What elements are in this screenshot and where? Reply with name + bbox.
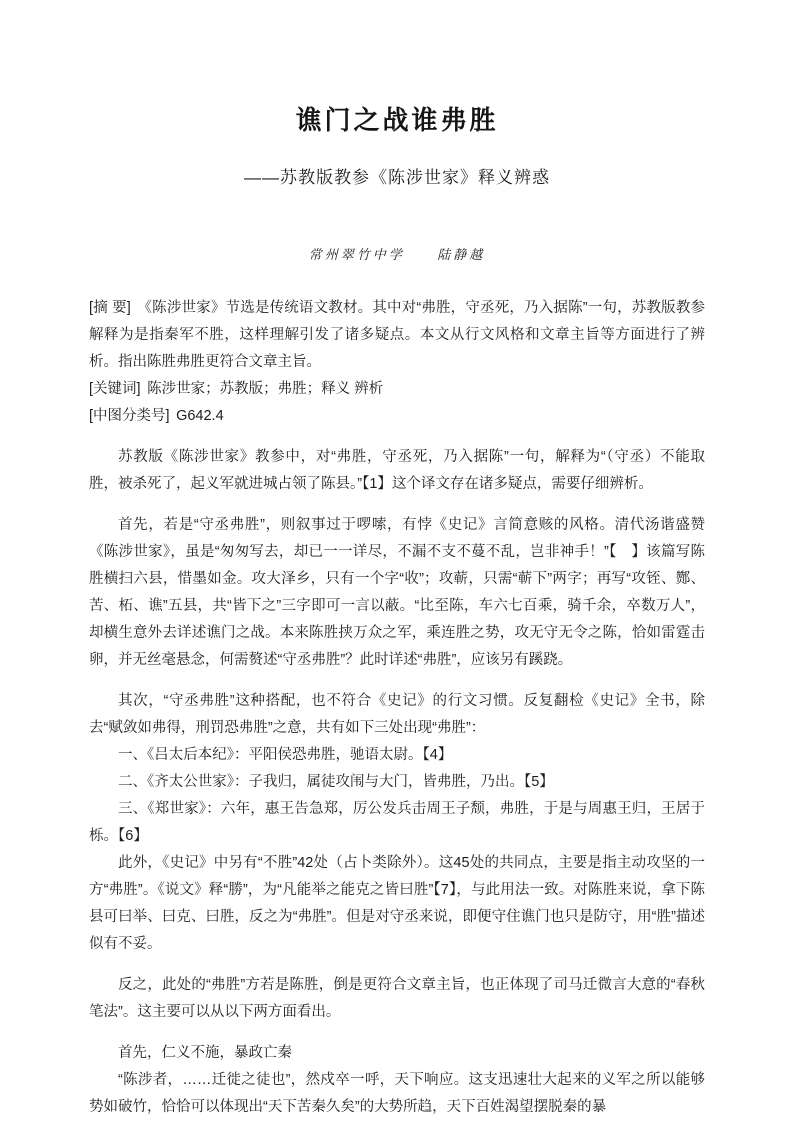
paragraph-counter: 反之，此处的“弗胜”方若是陈胜，倒是更符合文章主旨，也正体现了司马迁微言大意的“春秋笔法”。这主要可以从以下两方面看出。 — [89, 977, 705, 1020]
article-meta — [89, 295, 705, 430]
author-affiliation: 常州翠竹中学 — [308, 247, 405, 262]
subhead-first-aspect: 首先，仁义不施，暴政亡秦 — [118, 1045, 292, 1061]
list-item-1: 一、《吕太后本纪》：平阳侯恐弗胜，驰语太尉。【4】 — [118, 747, 453, 763]
list-item-3: 三、《郑世家》：六年，惠王告急郑，厉公发兵击周王子颓，弗胜，于是与周惠王归，王居于栎。【6】 — [89, 801, 705, 844]
author-name: 陆静越 — [437, 247, 486, 262]
paragraph-first-point: 首先，若是“守丞弗胜”，则叙事过于啰嗦，有悖《史记》言简意赅的风格。清代汤谐盛赞《陈涉世家》，虽是“匆匆写去，却已一一详尽，不漏不支不蔓不乱，岂非神手！”【 】该篇写陈胜横扫六县，惜墨如金。攻大泽乡，只有一个字“收”；攻蕲，只需“蕲下”两字；再写“攻铚、酂、苦、柘、谯”五县，共“皆下之”三字即可一言以蔽。“比至陈，车六七百乘，骑千余，卒数万人”，却横生意外去详述谯门之战。本来陈胜挟万众之军，乘连胜之势，攻无守无令之陈，恰如雷霆击卵，并无丝毫悬念，何需赘述“守丞弗胜”？此时详述“弗胜”，应该另有蹊跷。 — [89, 517, 705, 668]
paragraph-second-point: 其次，“守丞弗胜”这种搭配，也不符合《史记》的行文习惯。反复翻检《史记》全书，除去“赋敛如弗得，刑罚恐弗胜”之意，共有如下三处出现“弗胜”： — [89, 693, 705, 736]
list-item-2: 二、《齐太公世家》：子我归，属徒攻闱与大门，皆弗胜，乃出。【5】 — [118, 774, 554, 790]
keywords-line — [89, 376, 705, 403]
page-subtitle: ——苏教版教参《陈涉世家》释义辨惑 — [244, 168, 550, 187]
keywords-label: [关键词] — [89, 381, 141, 397]
abstract-label: [摘 要] — [89, 300, 131, 316]
abstract-text: 《陈涉世家》节选是传统语文教材。其中对“弗胜，守丞死，乃入据陈”一句，苏教版教参解释为是指秦军不胜，这样理解引发了诸多疑点。本文从行文风格和文章主旨等方面进行了辨析。指出陈胜弗胜更符合文章主旨。 — [89, 300, 705, 370]
paragraph-quote: “陈涉者，……迁徙之徒也”，然戍卒一呼，天下响应。这支迅速壮大起来的义军之所以能够势如破竹，恰恰可以体现出“天下苦秦久矣”的大势所趋，天下百姓渴望摆脱秦的暴 — [89, 1072, 705, 1115]
keywords-text: 陈涉世家；苏教版；弗胜；释义 辨析 — [147, 381, 384, 397]
paragraph-intro: 苏教版《陈涉世家》教参中，对“弗胜，守丞死，乃入据陈”一句，解释为“（守丞）不能取胜，被杀死了，起义军就进城占领了陈县。”【1】这个译文存在诸多疑点，需要仔细辨析。 — [89, 449, 705, 492]
abstract-line — [89, 295, 705, 376]
paragraph-additional: 此外，《史记》中另有“不胜”42处（占卜类除外）。这45处的共同点，主要是指主动攻坚的一方“弗胜”。《说文》释“勝”，为“凡能举之能克之皆曰胜”【7】，与此用法一致。对陈胜来说，拿下陈县可曰举、曰克、曰胜，反之为“弗胜”。但是对守丞来说，即便守住谯门也只是防守，用“胜”描述似有不妥。 — [89, 855, 705, 952]
clc-value: G642.4 — [176, 408, 224, 424]
clc-line — [89, 403, 705, 430]
article — [89, 100, 705, 1121]
clc-label: [中图分类号] — [89, 408, 170, 424]
article-body — [89, 444, 705, 1121]
page-title: 谯门之战谁弗胜 — [295, 105, 499, 135]
author-line — [89, 244, 705, 263]
